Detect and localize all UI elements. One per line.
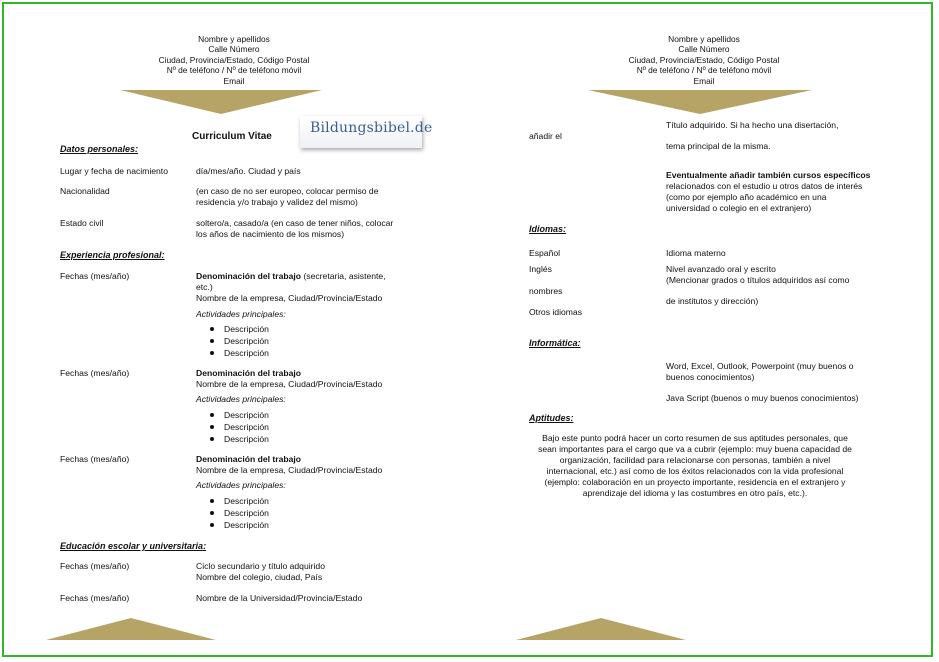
activity-text: Descripción	[224, 520, 269, 530]
contact-phone: Nº de teléfono / Nº de teléfono móvil	[166, 65, 302, 76]
arrow-down-shape	[588, 90, 812, 114]
activity-text: Descripción	[224, 434, 269, 444]
activity-text: Descripción	[224, 496, 269, 506]
personal-data-heading: Datos personales:	[60, 144, 139, 154]
contact-email: Email	[223, 75, 245, 86]
skills-heading: Aptitudes:	[529, 413, 574, 423]
contact-name: Nombre y apellidos	[198, 34, 270, 44]
experience-1-job-title: Denominación del trabajo	[196, 271, 302, 281]
right-contact-header	[574, 34, 834, 86]
other-languages-label: Otros idiomas	[529, 307, 583, 317]
courses-line3: universidad o colegio en el extranjero)	[666, 203, 812, 213]
bullet-icon	[210, 511, 214, 515]
logo-text: Bildungsbibel.de	[310, 120, 433, 136]
experience-3-company: Nombre de la empresa, Ciudad/Provincia/Estado	[196, 465, 383, 475]
birth-label: Lugar y fecha de nacimiento	[60, 166, 168, 176]
courses-bold-line: Eventualmente añadir también cursos específicos	[666, 170, 871, 180]
arrow-up-shape	[516, 618, 686, 640]
activity-text: Descripción	[224, 422, 269, 432]
language-2-label: Inglés	[529, 264, 552, 274]
bildungsbibel-logo	[300, 116, 433, 148]
languages-heading: Idiomas:	[529, 224, 567, 234]
bullet-icon	[210, 327, 214, 331]
experience-1-job-extra-2: etc.)	[196, 282, 213, 292]
nationality-value-line2: residencia y/o trabajo y validez del mismo)	[196, 197, 358, 207]
bullet-icon	[210, 499, 214, 503]
education-1-line2: Nombre del colegio, ciudad, País	[196, 572, 323, 582]
experience-2-activities-label: Actividades principales:	[196, 394, 286, 404]
experience-1-activity-2	[210, 336, 269, 348]
experience-1-activities-label: Actividades principales:	[196, 309, 286, 319]
skills-line6: aprendizaje del idioma y las costumbres en otro país, etc.).	[582, 488, 808, 498]
skills-line5: (ejemplo: colaboración en un proyecto importante, residencia en el extranjero y	[544, 477, 846, 487]
nationality-label: Nacionalidad	[60, 186, 110, 196]
contact-city: Ciudad, Provincia/Estado, Código Postal	[628, 54, 780, 65]
bullet-icon	[210, 339, 214, 343]
cv-title: Curriculum Vitae	[192, 131, 272, 142]
experience-1-activity-3	[210, 348, 269, 360]
civil-status-value-line1: soltero/a, casado/a (en caso de tener niños, colocar	[196, 218, 394, 228]
experience-3-activity-3	[210, 520, 269, 532]
experience-heading: Experiencia profesional:	[60, 250, 165, 260]
language-1-value: Idioma materno	[666, 248, 726, 258]
bullet-icon	[210, 351, 214, 355]
education-heading: Educación escolar y universitaria:	[60, 541, 207, 551]
experience-2-activity-2	[210, 422, 269, 434]
civil-status-label: Estado civil	[60, 218, 104, 228]
degree-side-label: añadir el	[529, 131, 562, 141]
education-2-date: Fechas (mes/año)	[60, 593, 130, 603]
courses-line1: relacionados con el estudio u otros datos de interés	[666, 181, 863, 191]
education-1-date: Fechas (mes/año)	[60, 561, 130, 571]
degree-line2: tema principal de la misma.	[666, 141, 771, 151]
language-1-label: Español	[529, 248, 561, 258]
education-1-line1: Ciclo secundario y título adquirido	[196, 561, 325, 571]
it-line2: buenos conocimientos)	[666, 372, 755, 382]
language-note-line1: (Mencionar grados o títulos adquiridos así como	[666, 275, 850, 285]
language-note-line2: de institutos y dirección)	[666, 296, 759, 306]
degree-line1: Título adquirido. Si ha hecho una disertación,	[666, 120, 839, 130]
activity-text: Descripción	[224, 410, 269, 420]
experience-1-title-line	[196, 271, 386, 282]
bullet-icon	[210, 425, 214, 429]
experience-2-activity-1	[210, 410, 269, 422]
activity-text: Descripción	[224, 324, 269, 334]
bullet-icon	[210, 413, 214, 417]
language-2-value: Nivel avanzado oral y escrito	[666, 264, 776, 274]
skills-line1: Bajo este punto podrá hacer un corto resumen de sus aptitudes personales, que	[542, 433, 848, 443]
experience-1-job-extra: (secretaria, asistente,	[301, 271, 386, 281]
contact-name: Nombre y apellidos	[668, 34, 740, 44]
nationality-value-line1: (en caso de no ser europeo, colocar permiso de	[196, 186, 379, 196]
bullet-icon	[210, 437, 214, 441]
contact-phone: Nº de teléfono / Nº de teléfono móvil	[636, 65, 772, 76]
experience-2-activity-3	[210, 434, 269, 446]
left-contact-header	[104, 34, 364, 86]
civil-status-value-line2: los años de nacimiento de los mismos)	[196, 229, 345, 239]
experience-3-activity-1	[210, 496, 269, 508]
experience-3-activity-2	[210, 508, 269, 520]
experience-2-job-title: Denominación del trabajo	[196, 368, 302, 378]
contact-street: Calle Número	[678, 44, 730, 55]
contact-email: Email	[693, 75, 715, 86]
bullet-icon	[210, 523, 214, 527]
right-top-arrow-decoration	[588, 90, 812, 114]
experience-1-company: Nombre de la empresa, Ciudad/Provincia/Estado	[196, 293, 383, 303]
it-heading: Informática:	[529, 338, 581, 348]
experience-1-date: Fechas (mes/año)	[60, 271, 130, 281]
arrow-down-shape	[120, 90, 322, 114]
education-2-line1: Nombre de la Universidad/Provincia/Estado	[196, 593, 363, 603]
skills-line2: sean importantes para el cargo que va a cubrir (ejemplo: muy buena capacidad de	[538, 444, 852, 454]
it-line1: Word, Excel, Outlook, Powerpoint (muy buenos o	[666, 361, 854, 371]
left-bottom-arrow-decoration	[46, 618, 216, 640]
right-bottom-arrow-decoration	[516, 618, 686, 640]
birth-value: día/mes/año. Ciudad y país	[196, 166, 301, 176]
experience-2-company: Nombre de la empresa, Ciudad/Provincia/Estado	[196, 379, 383, 389]
arrow-up-shape	[46, 618, 216, 640]
experience-2-date: Fechas (mes/año)	[60, 368, 130, 378]
skills-line3: organización, facilidad para relacionarse con personas, también a nivel	[559, 455, 831, 465]
activity-text: Descripción	[224, 508, 269, 518]
contact-city: Ciudad, Provincia/Estado, Código Postal	[158, 54, 310, 65]
experience-3-activities-label: Actividades principales:	[196, 480, 286, 490]
activity-text: Descripción	[224, 336, 269, 346]
contact-street: Calle Número	[208, 44, 260, 55]
courses-line2: (como por ejemplo año académico en una	[666, 192, 827, 202]
experience-1-activity-1	[210, 324, 269, 336]
experience-3-job-title: Denominación del trabajo	[196, 454, 302, 464]
experience-3-date: Fechas (mes/año)	[60, 454, 130, 464]
language-note-side-label: nombres	[529, 286, 563, 296]
it-line3: Java Script (buenos o muy buenos conocimientos)	[666, 393, 859, 403]
document-frame	[2, 2, 933, 657]
left-top-arrow-decoration	[120, 90, 322, 114]
skills-line4: internacional, etc.) así como de los éxitos relacionados con la vida profesional	[546, 466, 844, 476]
activity-text: Descripción	[224, 348, 269, 358]
